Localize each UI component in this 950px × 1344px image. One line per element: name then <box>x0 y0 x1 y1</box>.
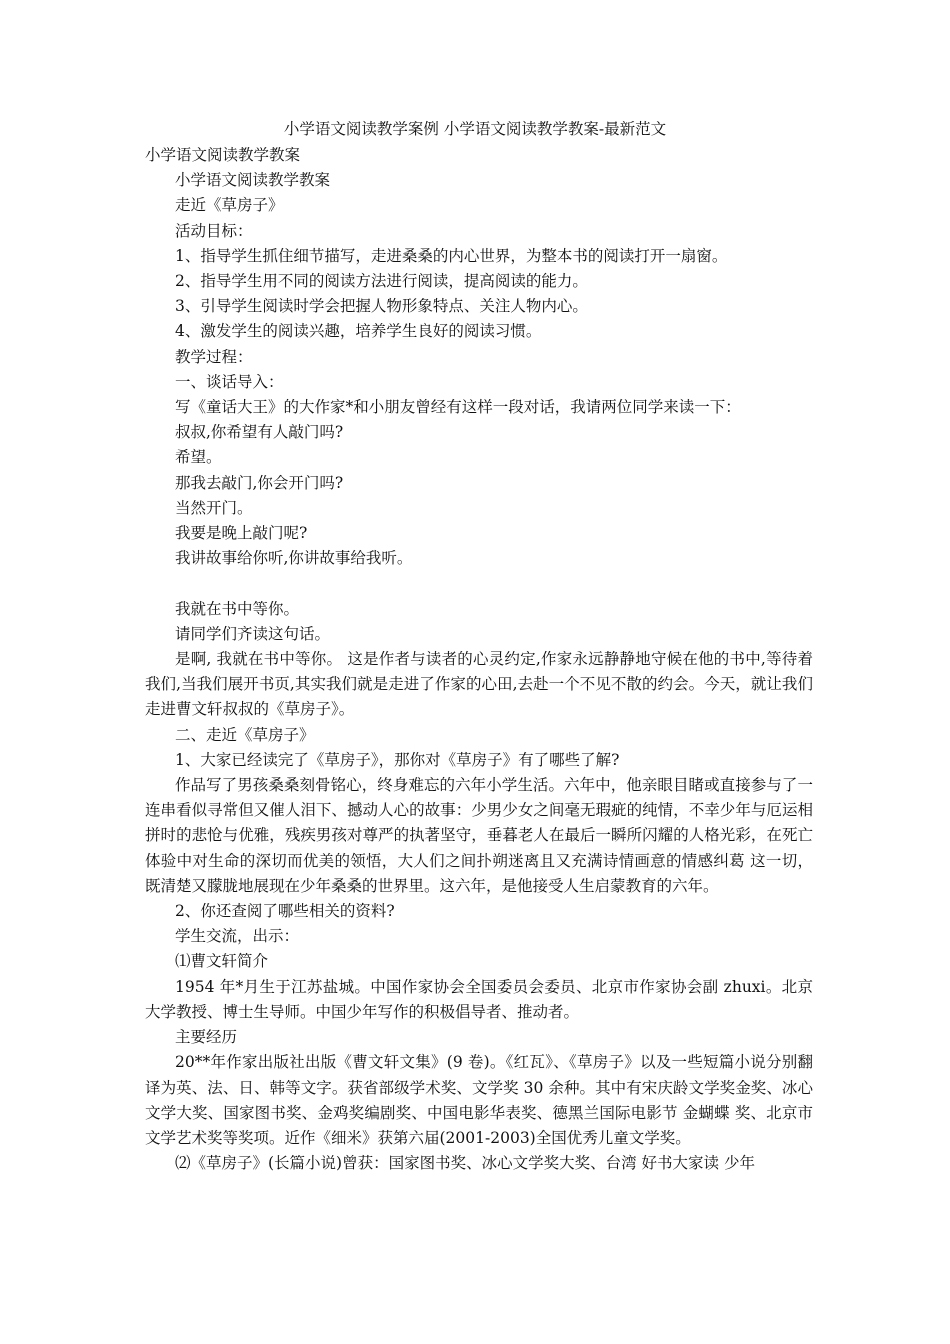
lesson-title: 小学语文阅读教学教案 <box>175 171 331 190</box>
goal-item: 2、指导学生用不同的阅读方法进行阅读，提高阅读的能力。 <box>175 272 588 291</box>
goal-item: 4、激发学生的阅读兴趣，培养学生良好的阅读习惯。 <box>175 322 542 341</box>
paragraph-line: 写《童话大王》的大作家*和小朋友曾经有这样一段对话，我请两位同学来读一下： <box>175 398 741 417</box>
blank-line <box>145 571 813 596</box>
process-heading: 教学过程： <box>175 347 253 366</box>
question-line: 2、你还查阅了哪些相关的资料? <box>175 902 395 921</box>
document-title: 小学语文阅读教学案例 小学语文阅读教学教案-最新范文 <box>283 120 667 138</box>
dialogue-line: 那我去敲门,你会开门吗? <box>175 473 344 492</box>
section-heading: 小学语文阅读教学教案 <box>145 146 301 164</box>
dialogue-line: 当然开门。 <box>175 498 253 517</box>
paragraph: 1954 年*月生于江苏盐城。中国作家协会全国委员会委员、北京市作家协会副 zhuxi。北京大学教授、博士生导师。中国少年写作的积极倡导者、推动者。 <box>145 977 813 1021</box>
quote-line: 我就在书中等你。 <box>175 599 300 618</box>
paragraph-line: ⑵《草房子》(长篇小说)曾获：国家图书奖、冰心文学奖大奖、台湾 好书大家读 少年 <box>175 1154 755 1173</box>
step-heading: 一、谈话导入： <box>175 372 284 391</box>
dialogue-line: 叔叔,你希望有人敲门吗? <box>175 423 344 442</box>
dialogue-line: 我要是晚上敲门呢? <box>175 524 308 543</box>
lesson-subtitle: 走近《草房子》 <box>175 196 284 215</box>
question-line: 1、大家已经读完了《草房子》，那你对《草房子》有了哪些了解? <box>175 750 620 769</box>
instruction-line: 请同学们齐读这句话。 <box>175 624 331 643</box>
goals-heading: 活动目标： <box>175 221 253 240</box>
step-heading: 二、走近《草房子》 <box>175 725 315 744</box>
subheading: 主要经历 <box>175 1028 238 1047</box>
dialogue-line: 希望。 <box>175 448 222 467</box>
paragraph: 作品写了男孩桑桑刻骨铭心，终身难忘的六年小学生活。六年中，他亲眼目睹或直接参与了一连串看似寻常但又催人泪下、撼动人心的故事：少男少女之间毫无瑕疵的纯情，不幸少年与厄运相拼时的悲怆与优雅，残疾男孩对尊严的执著坚守，垂暮老人在最后一瞬所闪耀的人格光彩，在死亡体验中对生命的深切而优美的领悟，大人们之间扑朔迷离且又充满诗情画意的情感纠葛 这一切，既清楚又朦胧地展现在少年桑桑的世界里。这六年，是他接受人生启蒙教育的六年。 <box>145 776 813 895</box>
instruction-line: 学生交流，出示： <box>175 927 300 946</box>
goal-item: 1、指导学生抓住细节描写，走进桑桑的内心世界，为整本书的阅读打开一扇窗。 <box>175 246 728 265</box>
goal-item: 3、引导学生阅读时学会把握人物形象特点、关注人物内心。 <box>175 297 588 316</box>
dialogue-line: 我讲故事给你听,你讲故事给我听。 <box>175 549 413 568</box>
document-body <box>145 143 813 1176</box>
subheading: ⑴曹文轩简介 <box>175 952 269 971</box>
paragraph: 是啊, 我就在书中等你。 这是作者与读者的心灵约定,作家永远静静地守候在他的书中,等待着我们,当我们展开书页,其实我们就是走进了作家的心田,去赴一个不见不散的约会。今天，就让我们走进曹文轩叔叔的《草房子》。 <box>145 650 813 719</box>
paragraph: 20**年作家出版社出版《曹文轩文集》(9 卷)。《红瓦》、《草房子》以及一些短篇小说分别翻译为英、法、日、韩等文字。获省部级学术奖、文学奖 30 余种。其中有宋庆龄文学奖金奖、冰心文学大奖、国家图书奖、金鸡奖编剧奖、中国电影华表奖、德黑兰国际电影节 金蝴蝶 奖、北京市文学艺术奖等奖项。近作《细米》获第六届(2001-2003)全国优秀儿童文学奖。 <box>145 1053 813 1147</box>
